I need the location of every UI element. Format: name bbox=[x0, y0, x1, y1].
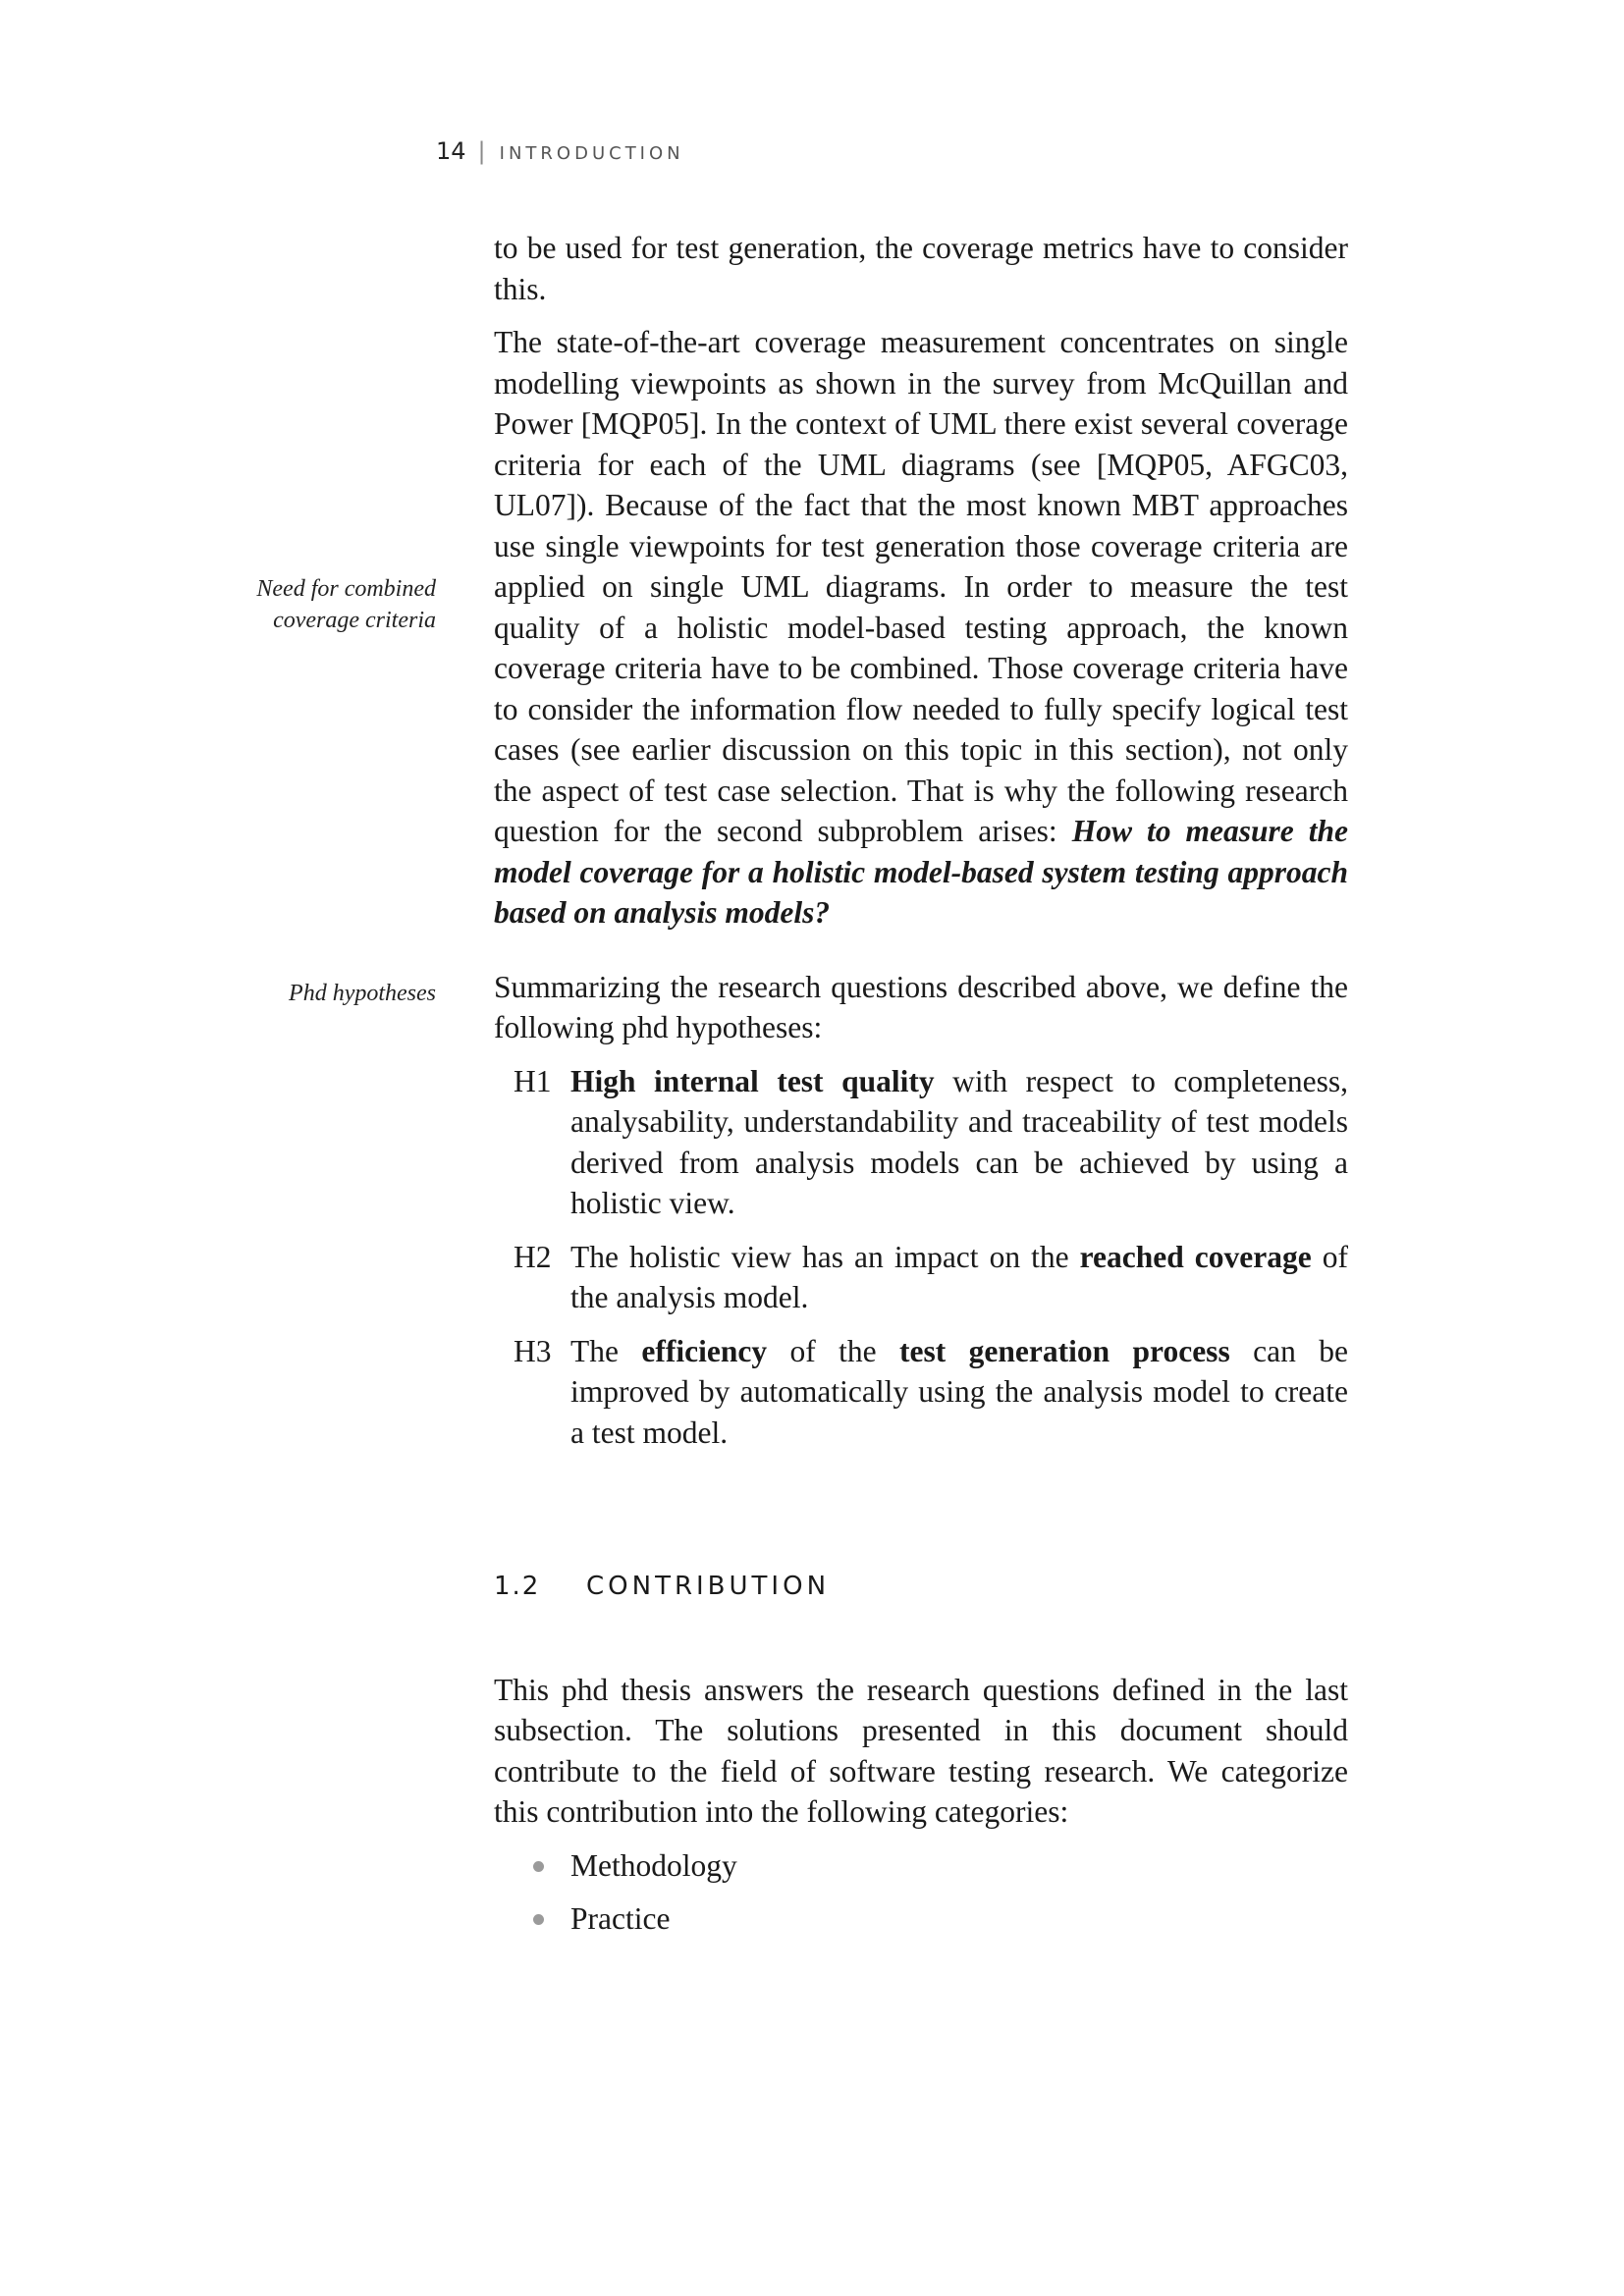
paragraph-text: The state-of-the-art coverage measurement concentrates on single modelling viewpoints as shown in the survey from McQuillan and Power [MQP05]. In the context of UML there exist several coverage criteria for each of the UML diagrams (see [MQP05, AFGC03, UL07]). Because of the fact that the most known MBT approaches use single viewpoints for test generation those coverage criteria are applied on single UML diagrams. In order to measure the test quality of a holistic model-based testing approach, the known coverage criteria have to be combined. Those coverage criteria have to consider the information flow needed to fully specify logical test cases (see earlier discussion on this topic in this section), not only the aspect of test case selection. That is why the following research question for the second subproblem arises: bbox=[494, 325, 1348, 848]
bullet-item bbox=[533, 1845, 1348, 1887]
section-heading bbox=[494, 1567, 1348, 1608]
hypothesis-label: H1 bbox=[514, 1063, 552, 1098]
main-text-column bbox=[494, 228, 1348, 1952]
hypothesis-text-part: can be improved by automatically using the analysis model to create a test model. bbox=[570, 1333, 1348, 1450]
hypothesis-text-part: The bbox=[570, 1333, 642, 1368]
hypothesis-emphasis: efficiency bbox=[641, 1333, 768, 1368]
margin-note-combined-criteria bbox=[210, 573, 436, 636]
section-title: CONTRIBUTION bbox=[586, 1572, 831, 1601]
hypothesis-emphasis: test generation process bbox=[899, 1333, 1230, 1368]
hypothesis-item bbox=[514, 1237, 1348, 1318]
hypothesis-emphasis: reached coverage bbox=[1079, 1239, 1312, 1274]
bullet-dot-icon bbox=[533, 1914, 544, 1925]
bullet-dot-icon bbox=[533, 1861, 544, 1872]
research-question: How to measure the model coverage for a holistic model-based system testing approach based on analysis models? bbox=[494, 814, 1348, 930]
contribution-categories-list bbox=[533, 1845, 1348, 1940]
paragraph-continued: to be used for test generation, the coverage metrics have to consider this. bbox=[494, 231, 1348, 306]
hypotheses-list bbox=[514, 1061, 1348, 1454]
margin-note-line: Phd hypotheses bbox=[289, 981, 436, 1006]
margin-note-line: Need for combined bbox=[256, 576, 436, 602]
hypothesis-item bbox=[514, 1061, 1348, 1224]
header-separator: | bbox=[477, 137, 486, 165]
section-number: 1.2 bbox=[494, 1572, 541, 1601]
bullet-text: Methodology bbox=[570, 1847, 737, 1883]
bullet-item bbox=[533, 1898, 1348, 1940]
hypothesis-text bbox=[570, 1237, 1348, 1318]
hypothesis-text bbox=[570, 1061, 1348, 1224]
paragraph-contribution: This phd thesis answers the research questions defined in the last subsection. The solutions presented in this document should contribute to the field of software testing research. We categorize this contribution into the following categories: bbox=[494, 1672, 1348, 1829]
hypothesis-item bbox=[514, 1331, 1348, 1454]
running-title: INTRODUCTION bbox=[499, 143, 684, 164]
hypothesis-text-part: with respect to completeness, analysability, understandability and traceability of test models derived from analysis models can be achieved by using a holistic view. bbox=[570, 1063, 1348, 1220]
hypothesis-text-part: The holistic view has an impact on the bbox=[570, 1239, 1080, 1274]
margin-note-line: coverage criteria bbox=[273, 608, 436, 633]
hypothesis-text bbox=[570, 1331, 1348, 1454]
paragraph-coverage-criteria bbox=[494, 322, 1348, 934]
margin-note-hypotheses bbox=[210, 978, 436, 1009]
hypothesis-text-part: of the analysis model. bbox=[570, 1239, 1348, 1314]
page-header bbox=[436, 137, 684, 165]
page-number: 14 bbox=[436, 137, 466, 165]
hypothesis-emphasis: High internal test quality bbox=[570, 1063, 935, 1098]
hypothesis-label: H3 bbox=[514, 1333, 552, 1368]
bullet-text: Practice bbox=[570, 1901, 671, 1936]
hypothesis-label: H2 bbox=[514, 1239, 552, 1274]
hypothesis-text-part: of the bbox=[767, 1333, 900, 1368]
paragraph-hypotheses-intro: Summarizing the research questions described above, we define the following phd hypotheses: bbox=[494, 969, 1348, 1044]
